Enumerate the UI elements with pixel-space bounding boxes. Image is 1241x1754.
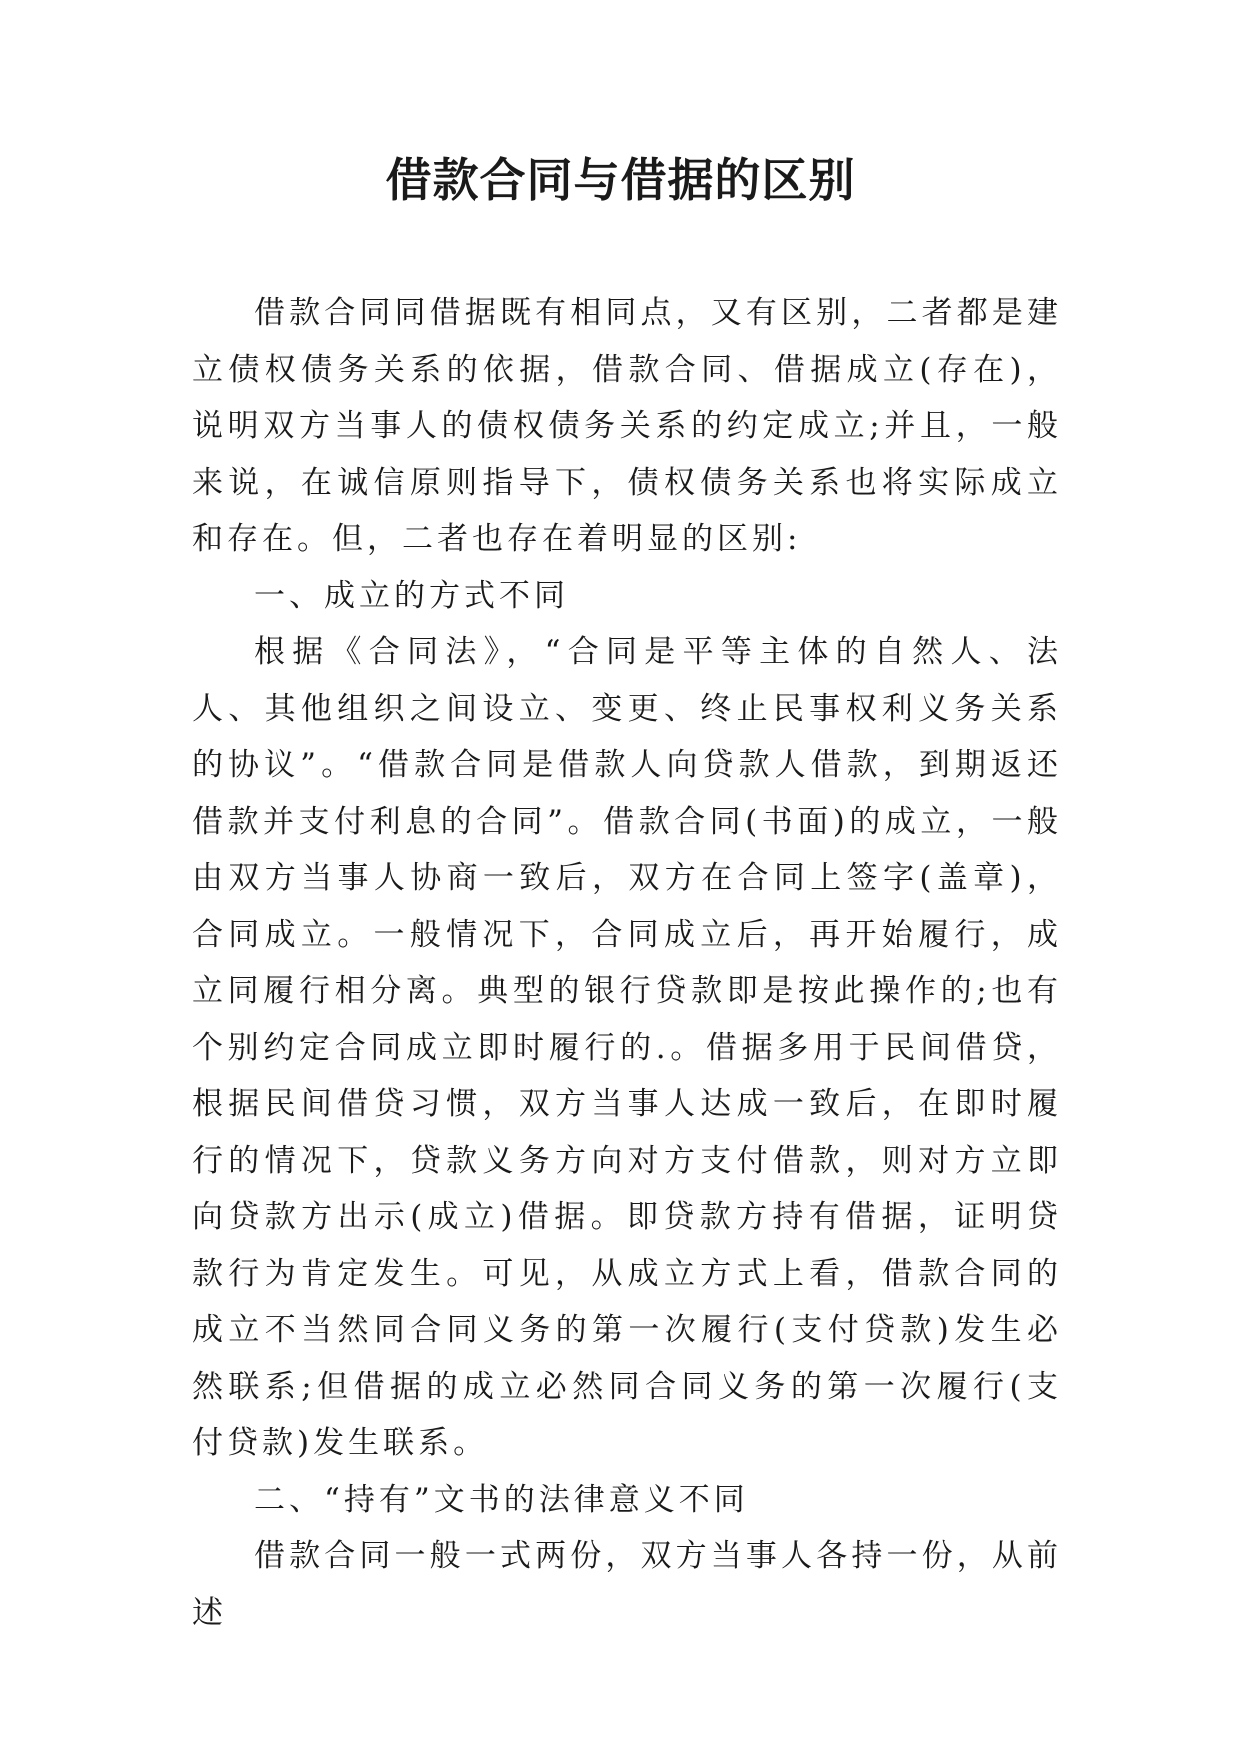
document-title: 借款合同与借据的区别 xyxy=(385,153,856,207)
paragraph-section-1: 根据《合同法》，“合同是平等主体的自然人、法人、其他组织之间设立、变更、终止民事权利义务关系的协议”。“借款合同是借款人向贷款人借款，到期返还借款并支付利息的合同”。借款合同(书面)的成立，一般由双方当事人协商一致后，双方在合同上签字(盖章)，合同成立。一般情况下，合同成立后，再开始履行，成立同履行相分离。典型的银行贷款即是按此操作的;也有个别约定合同成立即时履行的.。借据多用于民间借贷，根据民间借贷习惯，双方当事人达成一致后，在即时履行的情况下，贷款义务方向对方支付借款，则对方立即向贷款方出示(成立)借据。即贷款方持有借据，证明贷款行为肯定发生。可见，从成立方式上看，借款合同的成立不当然同合同义务的第一次履行(支付贷款)发生必然联系;但借据的成立必然同合同义务的第一次履行(支付贷款)发生联系。 xyxy=(192,634,1062,1461)
document-body xyxy=(192,285,1062,1641)
section-heading-2: 二、“持有”文书的法律意义不同 xyxy=(254,1481,749,1518)
section-heading-1: 一、成立的方式不同 xyxy=(254,577,569,614)
paragraph-section-2: 借款合同一般一式两份，双方当事人各持一份，从前述 xyxy=(192,1538,1062,1631)
paragraph-intro: 借款合同同借据既有相同点，又有区别，二者都是建立债权债务关系的依据，借款合同、借据成立(存在)，说明双方当事人的债权债务关系的约定成立;并且，一般来说，在诚信原则指导下，债权债务关系也将实际成立和存在。但，二者也存在着明显的区别: xyxy=(192,295,1062,557)
